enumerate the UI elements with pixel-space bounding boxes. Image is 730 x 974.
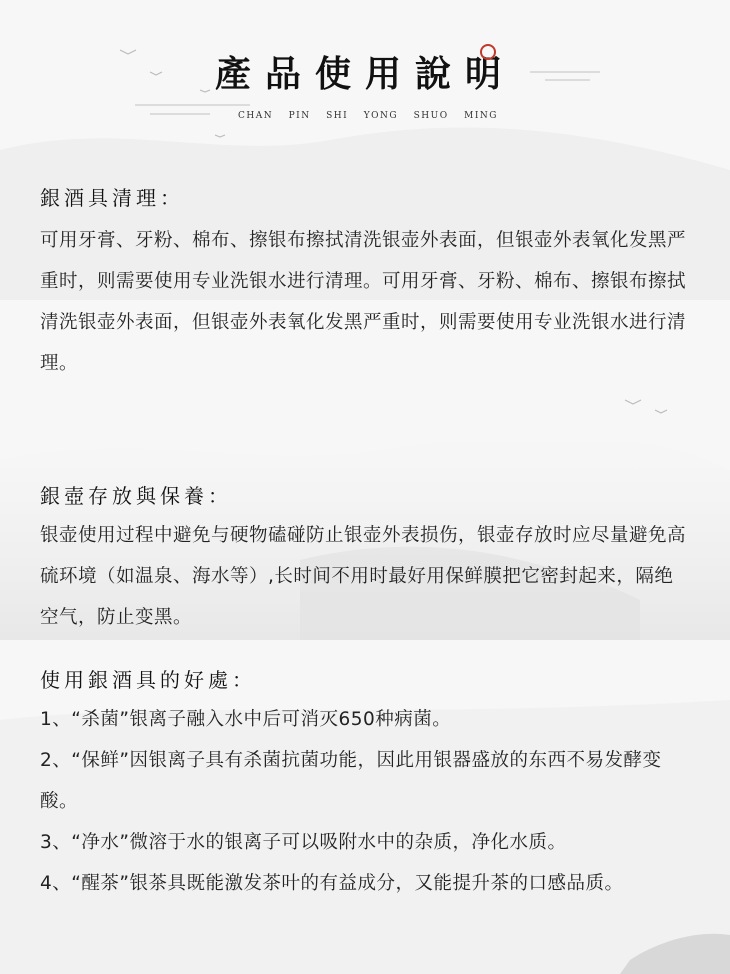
list-item: 4、“醒茶”银茶具既能激发茶叶的有益成分，又能提升茶的口感品质。 bbox=[40, 873, 624, 894]
section-title-storage: 銀壺存放與保養： bbox=[40, 484, 232, 508]
storage-paragraph: 银壶使用过程中避免与硬物磕碰防止银壶外表损伤，银壶存放时应尽量避免高硫环境（如温泉、海水等）,长时间不用时最好用保鲜膜把它密封起来，隔绝空气，防止变黑。 bbox=[40, 525, 687, 628]
benefits-list bbox=[40, 699, 690, 904]
pinyin-syllable: PIN bbox=[288, 111, 311, 121]
pinyin-syllable: MING bbox=[464, 111, 498, 121]
pinyin-subtitle bbox=[238, 111, 498, 121]
list-item: 2、“保鲜”因银离子具有杀菌抗菌功能，因此用银器盛放的东西不易发酵变酸。 bbox=[40, 750, 662, 812]
list-item: 3、“净水”微溶于水的银离子可以吸附水中的杂质，净化水质。 bbox=[40, 832, 567, 853]
pinyin-syllable: CHAN bbox=[238, 111, 274, 121]
section-title-benefits: 使用銀酒具的好處： bbox=[40, 668, 256, 692]
section-title-cleaning: 銀酒具清理： bbox=[40, 186, 184, 210]
list-item: 1、“杀菌”银离子融入水中后可消灭650种病菌。 bbox=[40, 709, 452, 730]
pinyin-syllable: SHUO bbox=[413, 111, 449, 121]
cleaning-paragraph: 可用牙膏、牙粉、棉布、擦银布擦拭清洗银壶外表面，但银壶外表氧化发黑严重时，则需要使用专业洗银水进行清理。可用牙膏、牙粉、棉布、擦银布擦拭清洗银壶外表面，但银壶外表氧化发黑严重时，则需要使用专业洗银水进行清理。 bbox=[40, 230, 687, 374]
page-title: 產品使用說明 bbox=[214, 53, 515, 95]
pinyin-syllable: SHI bbox=[326, 111, 349, 121]
red-seal-circle-icon bbox=[480, 44, 496, 60]
pinyin-syllable: YONG bbox=[363, 111, 399, 121]
